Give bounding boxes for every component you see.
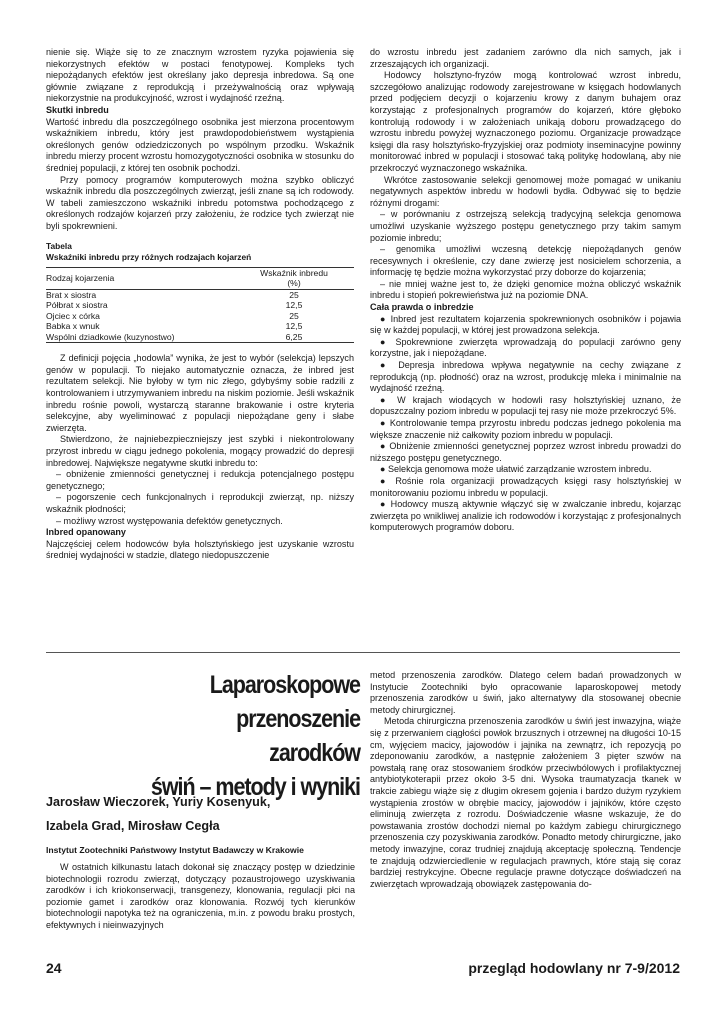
list-item: – możliwy wzrost występowania defektów genetycznych. — [56, 515, 283, 526]
paragraph: Wkrótce zastosowanie selekcji genomowej może pomagać w unikaniu negatywnych aspektów inbredu w hodowli bydła. Odbywać się to będzie różnymi drogami: — [370, 174, 681, 208]
top-right-column — [370, 47, 681, 534]
bullet-item: ● Obniżenie zmienności genetycznej poprzez wzrost inbredu prowadzi do niższego postępu genetycznego. — [370, 441, 681, 463]
list-item: – nie mniej ważne jest to, że dzięki genomice można obliczyć wskaźnik inbredu i stopień pokrewieństwa już na poziomie DNA. — [370, 278, 681, 301]
paragraph: Stwierdzono, że najniebezpieczniejszy jest szybki i niekontrolowany przyrost inbredu w ciągu jednego pokolenia, mogący prowadzić do depresji inbredowej. Największe negatywne skutki inbredu to: — [46, 434, 354, 468]
bullet-item: ● Rośnie rola organizacji prowadzących księgi rasy holsztyńskiej w monitorowaniu poziomu inbredu w populacji. — [370, 475, 681, 498]
table-cell-value: 12,5 — [285, 321, 303, 332]
table-cell-name: Ojciec x córka — [46, 310, 100, 321]
table-header-index-label: Wskaźnik inbredu — [260, 267, 328, 278]
title-line: świń – metody i wyniki — [150, 773, 360, 801]
bullet-item: ● Kontrolowanie tempa przyrostu inbredu podczas jednego pokolenia ma większe znaczenie niż całkowity poziom inbredu w populacji. — [370, 418, 681, 440]
table-row — [46, 300, 354, 311]
list-item: – obniżenie zmienności genetycznej i redukcja potencjalnego postępu genetycznego; — [46, 469, 354, 491]
table-cell-name: Brat x siostra — [46, 289, 97, 300]
article2-left-column — [46, 862, 355, 932]
section-heading-opanowany: Inbred opanowany — [46, 527, 126, 538]
table-header-unit: (%) — [287, 278, 301, 289]
paragraph: Z definicji pojęcia „hodowla” wynika, że jest to wybór (selekcja) lepszych genów w populacji. To niejako automatycznie oznacza, że inbred jest rezultatem selekcji. Nie byłoby w tym nic złego, gdybyśmy sobie radzili z kontrolowaniem i utrzymywaniem inbredu na niskim poziomie. Jeśli wskaźnik inbredu rośnie powoli, wystarczą staranne brakowanie i ostre kryteria selekcyjne, aby wyeliminować z populacji niepożądane geny i słabe zwierzęta. — [46, 353, 354, 433]
authors-line: Jarosław Wieczorek, Yuriy Kosenyuk, — [46, 795, 271, 809]
list-item: – genomika umożliwi wczesną detekcję niepożądanych genów recesywnych i określenie, czy dane zwierzę jest nosicielem schorzenia, a informację tę będzie można wykorzystać przy doborze do kojarzenia; — [370, 244, 681, 278]
table — [46, 267, 354, 344]
paragraph: W ostatnich kilkunastu latach dokonał się znaczący postęp w dziedzinie biotechnologii rozrodu zwierząt, dotyczący pozaustrojowego uzyskiwania zarodków i ich kriokonserwacji, transgenezy, klonowania, regulacji płci na poziomie gamet i zarodków oraz klonowania. Rozwój tych kierunków biotechnologii napotyka też na ograniczenia, m.in. z powodu braku prostych, efektywnych i nieinwazyjnych — [46, 862, 355, 930]
paragraph: nienie się. Wiąże się to ze znacznym wzrostem ryzyka pojawienia się niekorzystnych efektów w postaci fenotypowej. Kompleks tych niepożądanych efektów jest określany jako depresja inbredowa. Są one głównie związane z reprodukcją i przeżywalnością oraz wpływają niekorzystnie na produkcyjność, wzrost i wydajność rzeźną. — [46, 47, 354, 104]
table-title: Wskaźniki inbredu przy różnych rodzajach kojarzeń — [46, 252, 252, 263]
table-row — [46, 289, 354, 300]
table-cell-name: Wspólni dziadkowie (kuzynostwo) — [46, 331, 175, 342]
table-row — [46, 311, 354, 322]
list-item: – w porównaniu z ostrzejszą selekcją tradycyjną selekcja genomowa umożliwi uzyskanie wyższego postępu genetycznego przy takim samym poziomie inbredu; — [370, 209, 681, 243]
table-label: Tabela — [46, 240, 72, 251]
section-heading-skutki: Skutki inbredu — [46, 104, 109, 115]
bullet-item: ● Depresja inbredowa wpływa negatywnie na cechy związane z reprodukcją (np. płodność) oraz na wzrost, produkcję mleka i minimalnie na wydajność rzeźną. — [370, 360, 681, 394]
table-cell-value: 12,5 — [285, 300, 303, 311]
table-cell-name: Babka x wnuk — [46, 321, 100, 332]
table-header-mating: Rodzaj kojarzenia — [46, 272, 115, 283]
bullet-item: ● Selekcja genomowa może ułatwić zarządzanie wzrostem inbredu. — [380, 464, 652, 475]
paragraph: do wzrostu inbredu jest zadaniem zarówno dla nich samych, jak i zrzeszających ich organizacji. — [370, 47, 681, 69]
table-cell-value: 25 — [289, 310, 299, 321]
list-item: – pogorszenie cech funkcjonalnych i reprodukcji zwierząt, np. niższy wskaźnik płodności; — [46, 492, 354, 514]
paragraph: Hodowcy holsztyno-fryzów mogą kontrolować wzrost inbredu, szczegółowo analizując rodowody zarejestrowane w księgach hodowlanych przed podjęciem decyzji o kojarzeniu krowy z danym buhajem oraz korzystając z profesjonalnych programów do kojarzeń, które głęboko kontrolują rodowody i w założeniach unikają doboru prowadzącego do wzrostu inbredu powyżej wyznaczonego poziomu. Organizacje prowadzące księgi dla rasy holsztyńsko-fryzyjskiej oraz podmioty inseminacyjne powinny monitorować inbred w populacji i stosować taką politykę hodowlaną, aby nie przekroczyć wyznaczonego wskaźnika. — [370, 70, 681, 173]
table-cell-name: Półbrat x siostra — [46, 300, 108, 311]
page-number: 24 — [46, 960, 62, 976]
article-divider — [46, 652, 680, 653]
inbreeding-table — [46, 241, 354, 344]
bullet-item: ● Hodowcy muszą aktywnie włączyć się w zwalczanie inbredu, kojarząc zwierzęta po wnikliwej analizie ich rodowodów i korzystając z profesjonalnych komputerowych programów doboru. — [370, 499, 681, 533]
authors-line: Izabela Grad, Mirosław Cegła — [46, 819, 220, 833]
title-line: Laparoskopowe — [209, 671, 360, 699]
authors — [46, 790, 366, 838]
paragraph: Przy pomocy programów komputerowych można szybko obliczyć wskaźnik inbredu dla poszczególnych zwierząt, jeśli znane są ich rodowody. W tabeli zamieszczono wskaźniki inbredu potomstwa pochodzącego z określonych rodzajów kojarzeń przy założeniu, że rodzice tych zwierząt nie byli spokrewnieni. — [46, 174, 354, 231]
bullet-item: ● Spokrewnione zwierzęta wprowadzają do populacji zarówno geny korzystne, jak i niepożądane. — [370, 336, 681, 359]
paragraph: Metoda chirurgiczna przenoszenia zarodków u świń jest inwazyjna, wiąże się z przerwaniem ciągłości powłok brzusznych i otrzewnej na długości 10-15 cm, wyjęciem macicy, jajowodów i jajnika na zewnątrz, ich repozycją po zdeponowaniu zarodków, a następnie założeniem 3 pięter szwów na powstałą ranę oraz stosowaniem środków przeciwbólowych i profilaktycznej antybiotykoterapii przez około 3-5 dni. Wysoka traumatyzacja tkanek w trakcie zabiegu wiąże się z długim okresem gojenia i bardzo dużym ryzykiem wystąpienia zrostów w obrębie macicy, jajowodów i jajników, które często eliminują zwierzęta z rozrodu. Doświadczenie własne wskazuje, że do powstawania zrostów dochodzi niemal po każdym zabiegu chirurgicznego przenoszenia czy pozyskiwania zarodków. Ponadto metody chirurgiczne, jako metody inwazyjne, coraz trudniej znajdują akceptację społeczną. Tendencje te znajdują odzwierciedlenie w regulacjach prawnych, które stają się coraz bardziej restrykcyjne. Obecne regulacje prawne dotyczące doświadczeń na zwierzętach wprowadzają obowiązek zastępowania do- — [370, 716, 681, 889]
affiliation: Instytut Zootechniki Państwowy Instytut Badawczy w Krakowie — [46, 845, 304, 855]
table-header-index — [234, 267, 354, 289]
paragraph: Wartość inbredu dla poszczególnego osobnika jest mierzona procentowym wskaźnikiem inbredu, który jest prawdopodobieństwem wystąpienia określonych genów odziedziczonych po wspólnym przodku. Wskaźnik inbredu mierzy procent wzrostu homozygotyczności osobnika w stosunku do średniej populacji, z której ten osobnik pochodzi. — [46, 116, 354, 173]
article-title — [145, 668, 360, 804]
bullet-item: ● W krajach wiodących w hodowli rasy holsztyńskiej uznano, że dopuszczalny poziom inbredu w populacji tej rasy nie może przekroczyć 5%. — [370, 394, 681, 417]
table-cell-value: 6,25 — [285, 331, 303, 342]
title-line: przenoszenie zarodków — [236, 705, 360, 767]
table-row — [46, 321, 354, 332]
paragraph: metod przenoszenia zarodków. Dlatego celem badań prowadzonych w Instytucie Zootechniki było opracowanie laparoskopowej metody przenoszenia zarodków u świń, jako alternatywy dla stosowanej obecnie metody chirurgicznej. — [370, 670, 681, 715]
table-cell-value: 25 — [289, 289, 299, 300]
table-row — [46, 332, 354, 343]
journal-name: przegląd hodowlany nr 7-9/2012 — [468, 960, 680, 976]
top-left-column — [46, 47, 354, 562]
section-heading-prawda: Cała prawda o inbredzie — [370, 302, 474, 313]
paragraph: Najczęściej celem hodowców była holsztyńskiego jest uzyskanie wzrostu średniej wydajności w stadzie, dlatego niedopuszczenie — [46, 538, 354, 561]
bullet-item: ● Inbred jest rezultatem kojarzenia spokrewnionych osobników i pojawia się w każdej populacji, w której jest prowadzona selekcja. — [370, 313, 681, 336]
article2-right-column — [370, 670, 681, 890]
